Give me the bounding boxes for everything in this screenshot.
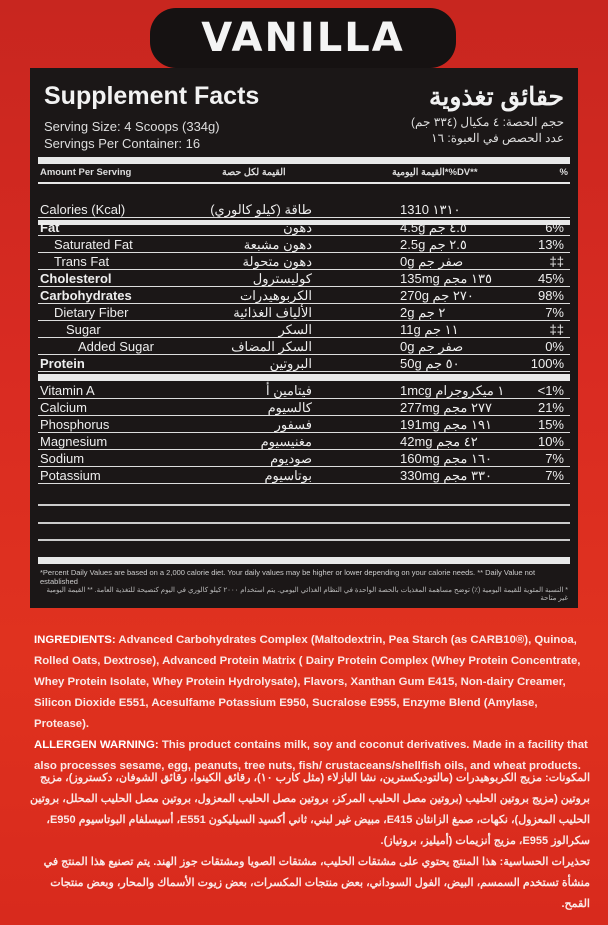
divider (38, 557, 570, 564)
ingredients-text: Advanced Carbohydrates Complex (Maltodextrin, Pea Starch (as CARB10®), Quinoa, Rolled Oats, Dextrose), Advanced Protein Matrix ( Dairy Protein Complex (Whey Protein Concentrate, Whey Protein Isolate, Whey Protein Hydrolysate), Flavors, Xanthan Gum E415, Non-dairy Creamer, Silicon Dioxide E551, Acesulfame Potassium E950, Sucralose E955, Enzyme Blend (Amylase, Protease). (34, 634, 581, 730)
nutrient-dv: 10% (537, 434, 564, 449)
nutrient-dv: 6% (545, 220, 564, 235)
supplement-facts-panel (30, 68, 578, 608)
nutrient-dv: ‡‡ (549, 322, 564, 337)
nutrient-name-ar: بوتاسيوم (264, 468, 312, 483)
nutrient-name-ar: دهون (283, 220, 312, 235)
nutrient-name-ar: كوليسترول (252, 271, 312, 286)
nutrient-amount: 330mg ٣٣٠ مجم (400, 468, 492, 483)
nutrient-row (38, 382, 570, 399)
nutrient-name-ar: فيتامين أ (265, 383, 312, 398)
nutrient-name-en: Phosphorus (40, 417, 110, 432)
blank-rule (38, 504, 570, 506)
nutrient-name-ar: دهون متحولة (242, 254, 312, 269)
nutrient-name-ar: طاقة (كيلو كالوري) (210, 202, 312, 217)
nutrient-amount: 160mg ١٦٠ مجم (400, 451, 492, 466)
servings-per-container-en: Servings Per Container: 16 (44, 136, 201, 151)
nutrient-row (38, 433, 570, 450)
nutrient-dv: 7% (545, 468, 564, 483)
nutrient-dv: 7% (545, 305, 564, 320)
divider (38, 182, 570, 184)
nutrient-row (38, 270, 570, 287)
nutrient-amount: 1310 ١٣١٠ (400, 202, 461, 217)
nutrient-name-en: Sodium (40, 451, 85, 466)
nutrient-dv: 0% (545, 339, 564, 354)
nutrient-amount: 4.5g ٤.٥ جم (400, 220, 467, 235)
footnote-en: *Percent Daily Values are based on a 2,000 calorie diet. Your daily values may be higher or lower depending on your calorie needs. ** Daily Value not established (40, 568, 536, 586)
nutrient-row (38, 416, 570, 433)
nutrient-name-en: Magnesium (40, 434, 108, 449)
nutrient-name-ar: السكر المضاف (231, 339, 312, 354)
nutrient-dv: 15% (537, 417, 564, 432)
nutrient-row (38, 219, 570, 236)
nutrient-name-en: Protein (40, 356, 85, 371)
header-amount-ar: القيمة لكل حصة (222, 167, 286, 178)
nutrient-amount: 1mcg ١ ميكروجرام (400, 383, 505, 398)
serving-info-en (44, 118, 220, 152)
facts-title-en: Supplement Facts (44, 82, 260, 110)
nutrient-row (38, 338, 570, 355)
nutrient-name-en: Fat (40, 220, 60, 235)
allergen-text: This product contains milk, soy and coconut derivatives. Made in a facility that also processes sesame, egg, peanuts, tree nuts, fish/ crustaceans/shellfish oils, and wheat products. (34, 739, 588, 772)
nutrient-name-ar: صوديوم (270, 451, 312, 466)
nutrient-row (38, 399, 570, 416)
nutrient-amount: 50g ٥٠ جم (400, 356, 460, 371)
nutrient-name-ar: السكر (278, 322, 312, 337)
servings-per-container-ar: عدد الحصص في العبوة: ١٦ (431, 131, 564, 145)
allergen-ar-text: تحذيرات الحساسية: هذا المنتج يحتوي على مشتقات الحليب، مشتقات الصويا ومشتقات جوز الهند. يتم تصنيع هذا المنتج في منشأة تستخدم السمسم، البيض، الفول السوداني، بعض منتجات المكسرات، بعض زيوت الأسماك والمحار، وبعض منتجات القمح. (43, 856, 590, 910)
nutrient-dv: 7% (545, 451, 564, 466)
nutrient-dv: 100% (530, 356, 564, 371)
header-amount-en: Amount Per Serving (40, 167, 132, 178)
nutrient-name-en: Saturated Fat (54, 237, 133, 252)
nutrient-row (38, 253, 570, 270)
serving-size-ar: حجم الحصة: ٤ مكيال (٣٣٤ جم) (411, 115, 564, 129)
nutrient-name-en: Cholesterol (40, 271, 112, 286)
nutrient-name-en: Vitamin A (40, 383, 95, 398)
footnote-ar: * النسبة المئوية للقيمة اليومية (٪) توضح مساهمة المغذيات بالحصة الواحدة في النظام الغذائي اليومي. يتم استخدام ٢٠٠٠ كيلو كالوري في اليوم كنصيحة للتغذية العامة. ** القيمة اليومية غير متاحة (46, 587, 568, 602)
blank-rule (38, 522, 570, 524)
nutrient-row (38, 355, 570, 372)
nutrient-name-en: Carbohydrates (40, 288, 132, 303)
nutrient-name-ar: دهون مشبعة (243, 237, 312, 252)
allergen-label: ALLERGEN WARNING: (34, 739, 159, 751)
facts-title-ar: حقائق تغذوية (428, 83, 564, 111)
ingredients-en (34, 630, 589, 777)
nutrient-name-en: Potassium (40, 468, 101, 483)
nutrient-amount: 0g صفر جم (400, 254, 464, 269)
nutrient-row (38, 321, 570, 338)
nutrient-dv: 13% (537, 237, 564, 252)
header-dv-ar: القيمة اليومية*%DV** (392, 167, 478, 178)
nutrient-row (38, 450, 570, 467)
nutrient-amount: 270g ٢٧٠ جم (400, 288, 474, 303)
nutrient-amount: 42mg ٤٢ مجم (400, 434, 478, 449)
serving-size-en: Serving Size: 4 Scoops (334g) (44, 119, 220, 134)
serving-info-ar (411, 114, 564, 146)
nutrient-amount: 2.5g ٢.٥ جم (400, 237, 467, 252)
nutrient-row (38, 201, 570, 218)
nutrient-name-en: Dietary Fiber (54, 305, 129, 320)
nutrient-dv: <1% (537, 383, 564, 398)
ingredients-label: INGREDIENTS: (34, 634, 116, 646)
nutrient-name-en: Calcium (40, 400, 87, 415)
nutrient-name-en: Added Sugar (78, 339, 154, 354)
blank-rule (38, 539, 570, 541)
flavor-name: VANILLA (201, 15, 405, 61)
flavor-banner (150, 8, 456, 68)
nutrient-amount: 191mg ١٩١ مجم (400, 417, 492, 432)
nutrient-amount: 277mg ٢٧٧ مجم (400, 400, 492, 415)
nutrient-name-en: Sugar (66, 322, 101, 337)
nutrient-name-en: Calories (Kcal) (40, 202, 126, 217)
nutrient-dv: ‡‡ (549, 254, 564, 269)
nutrient-dv: 98% (537, 288, 564, 303)
nutrient-amount: 135mg ١٣٥ مجم (400, 271, 492, 286)
divider (38, 157, 570, 164)
divider (38, 374, 570, 381)
ingredients-ar (30, 768, 590, 915)
nutrient-row (38, 304, 570, 321)
nutrient-name-ar: الألياف الغذائية (233, 305, 312, 320)
nutrient-name-ar: البروتين (269, 356, 312, 371)
header-dv-en: % (559, 167, 568, 178)
nutrient-amount: 11g ١١ جم (400, 322, 459, 337)
nutrient-name-en: Trans Fat (54, 254, 110, 269)
nutrient-name-ar: فسفور (274, 417, 312, 432)
nutrient-dv: 45% (537, 271, 564, 286)
nutrient-amount: 2g ٢ جم (400, 305, 446, 320)
nutrient-row (38, 467, 570, 484)
nutrient-name-ar: كالسيوم (267, 400, 312, 415)
nutrient-row (38, 287, 570, 304)
nutrient-name-ar: الكربوهيدرات (240, 288, 312, 303)
nutrient-name-ar: مغنيسيوم (260, 434, 312, 449)
nutrient-amount: 0g صفر جم (400, 339, 464, 354)
ingredients-ar-text: المكونات: مزيج الكربوهيدرات (مالتوديكسترين، نشا البازلاء (مثل كارب ١٠)، رقائق الكينوا، رقائق الشوفان، دكستروز)، مزيج بروتين (مزيج بروتين الحليب (بروتين مصل الحليب المركز، بروتين مصل الحليب المعزول، بروتين مصل الحليب المحلل، بروتين الحليب المعزول)، نكهات، صمغ الزانثان E415، مبيض غير لبني، ثاني أكسيد السيليكون E551، أسيسلفام البوتاسيوم E950، سكرالوز E955، مزيج أنزيمات (أميليز، بروتياز). (30, 772, 590, 847)
nutrient-dv: 21% (537, 400, 564, 415)
nutrient-row (38, 236, 570, 253)
